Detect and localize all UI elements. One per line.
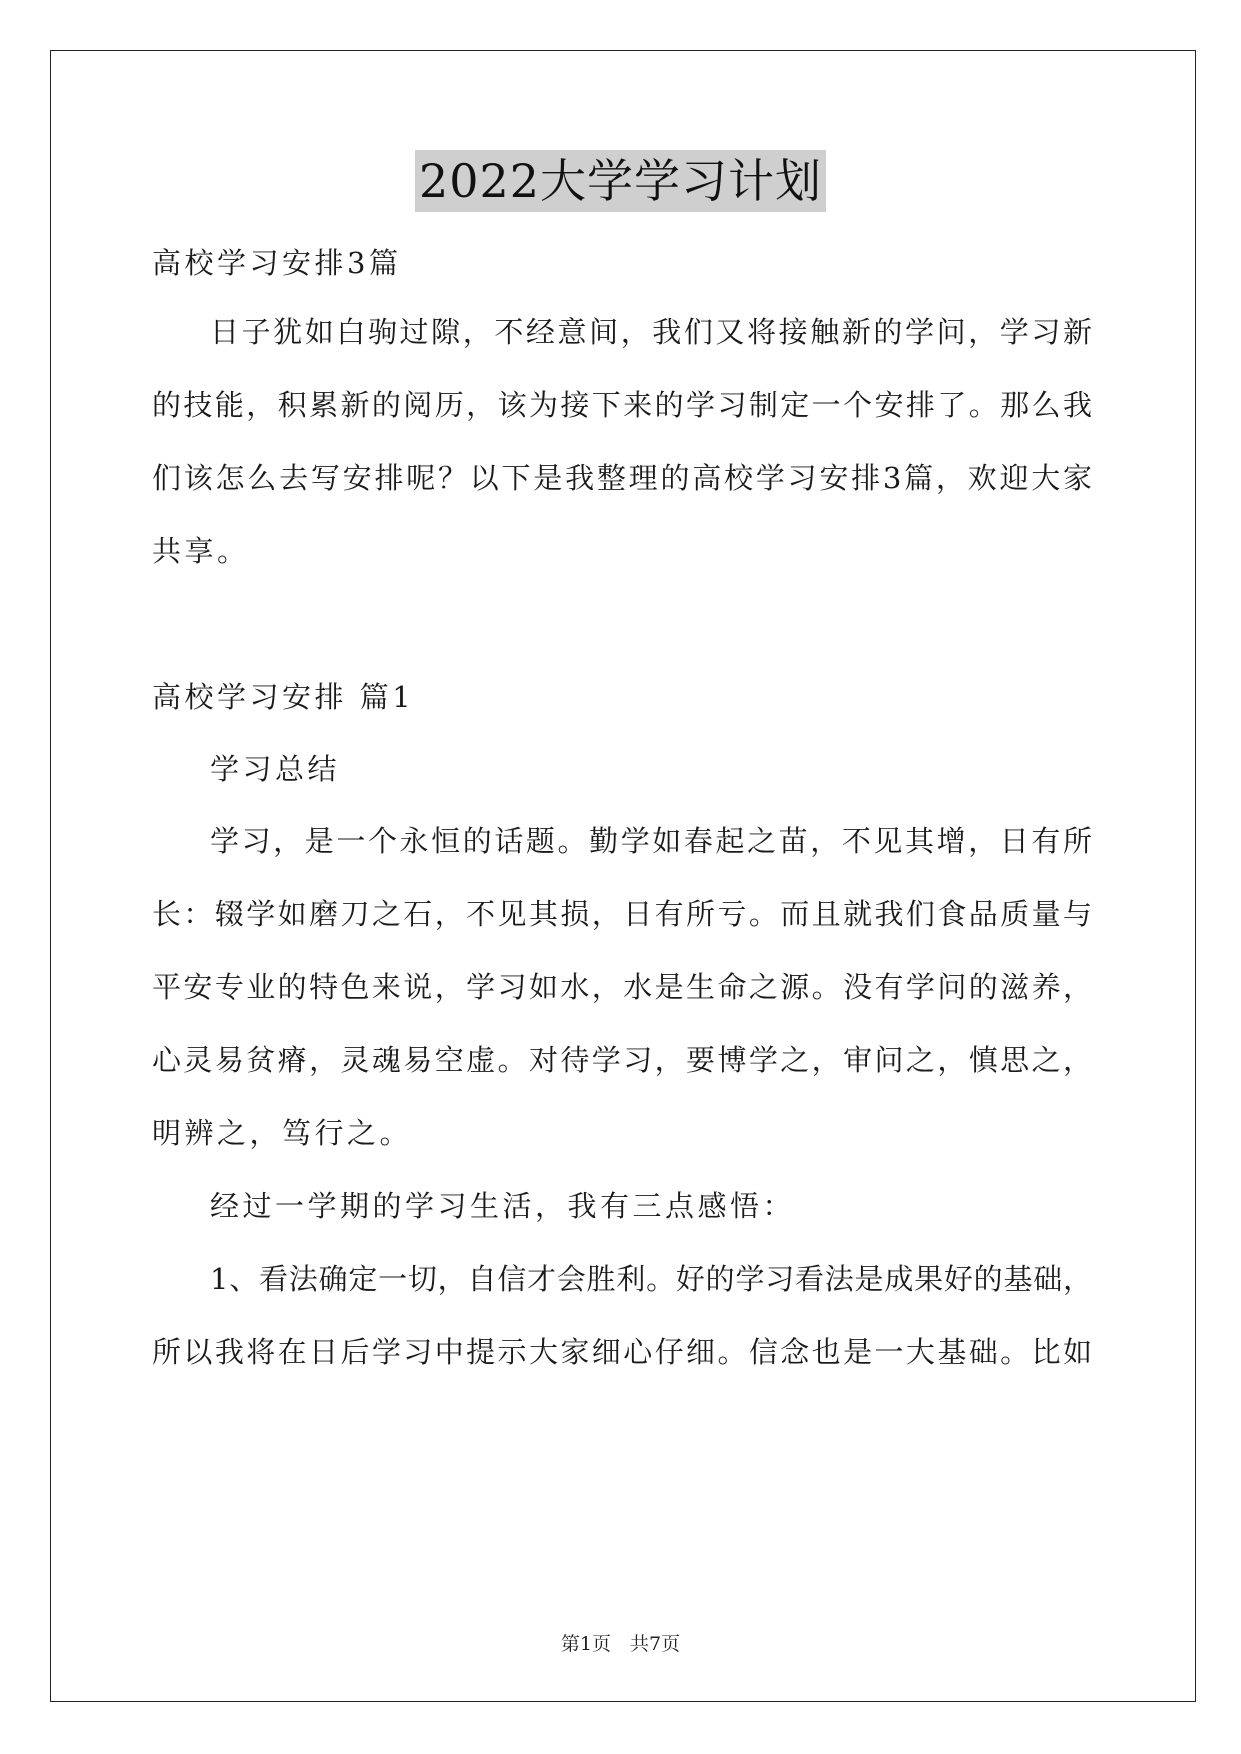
paragraph-line: 们该怎么去写安排呢？以下是我整理的高校学习安排3篇，欢迎大家 <box>152 461 1092 495</box>
paragraph-line: 长：辍学如磨刀之石，不见其损，日有所亏。而且就我们食品质量与 <box>152 897 1092 931</box>
page-border <box>50 50 1196 1702</box>
paragraph-line: 1、看法确定一切，自信才会胜利。好的学习看法是成果好的基础， <box>210 1262 1092 1296</box>
paragraph-line: 明辨之，笃行之。 <box>152 1116 413 1150</box>
title-container <box>0 150 1241 212</box>
paragraph-line: 所以我将在日后学习中提示大家细心仔细。信念也是一大基础。比如 <box>152 1335 1092 1369</box>
page-footer: 第1页 共7页 <box>560 1633 681 1655</box>
paragraph-line: 共享。 <box>152 534 250 568</box>
subsection-heading: 学习总结 <box>210 752 341 786</box>
paragraph-line: 心灵易贫瘠，灵魂易空虚。对待学习，要博学之，审问之，慎思之， <box>152 1043 1092 1077</box>
paragraph-line: 日子犹如白驹过隙，不经意间，我们又将接触新的学问，学习新 <box>210 315 1092 349</box>
paragraph-line: 的技能，积累新的阅历，该为接下来的学习制定一个安排了。那么我 <box>152 388 1092 422</box>
section-heading: 高校学习安排3篇 <box>152 246 402 280</box>
section-heading: 高校学习安排 篇1 <box>152 680 415 714</box>
paragraph-line: 经过一学期的学习生活，我有三点感悟： <box>210 1189 796 1223</box>
paragraph-line: 学习，是一个永恒的话题。勤学如春起之苗，不见其增，日有所 <box>210 824 1092 858</box>
paragraph-line: 平安专业的特色来说，学习如水，水是生命之源。没有学问的滋养， <box>152 970 1092 1004</box>
document-title: 2022大学学习计划 <box>415 150 826 212</box>
